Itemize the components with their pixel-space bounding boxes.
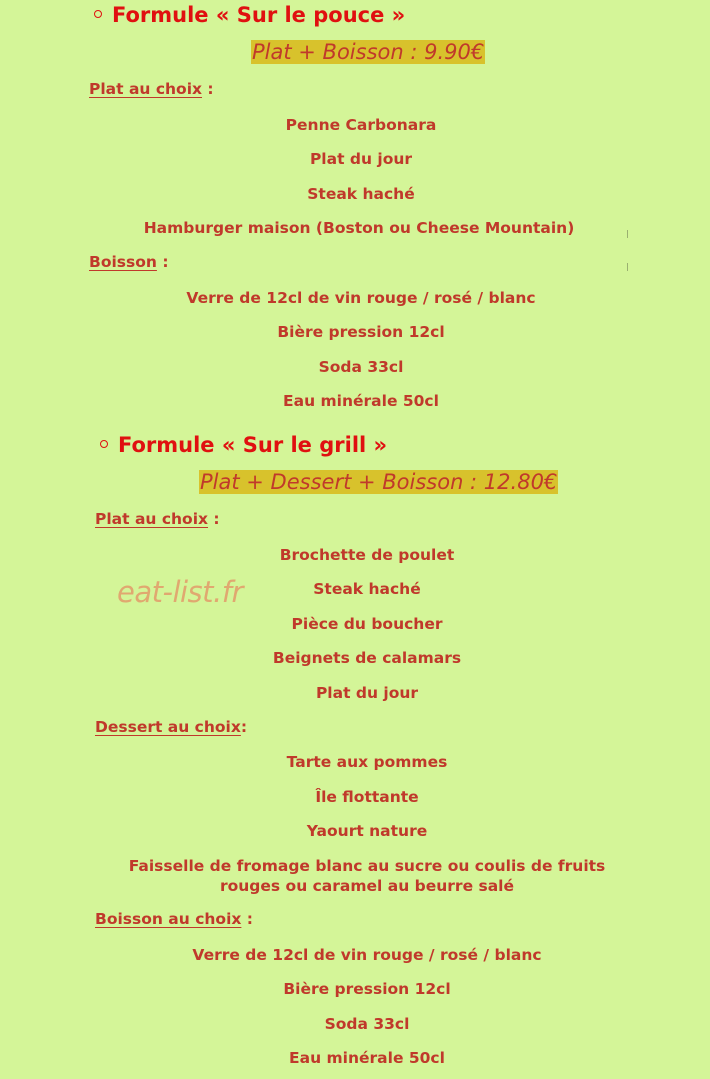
boisson-au-choix-label: Boisson au choix : [95, 910, 253, 928]
menu-item: Steak haché [313, 580, 421, 598]
divider-tick [627, 230, 628, 238]
menu-item: Soda 33cl [324, 1015, 410, 1033]
menu-item: Eau minérale 50cl [289, 1049, 445, 1067]
menu-item: Steak haché [307, 185, 415, 203]
menu-item: Yaourt nature [306, 822, 428, 840]
boisson-label: Boisson : [89, 253, 169, 271]
menu-item: Hamburger maison (Boston ou Cheese Mountain) [143, 219, 575, 237]
formule-sur-le-grill-heading: Formule « Sur le grill » [100, 433, 387, 457]
plat-au-choix-label: Plat au choix : [95, 510, 220, 528]
menu-item: Faisselle de fromage blanc au sucre ou coulis de fruits rouges ou caramel au beurre salé [128, 857, 606, 895]
menu-item: Bière pression 12cl [283, 980, 451, 998]
menu-item: Plat du jour [309, 150, 413, 168]
divider-tick [627, 263, 628, 271]
menu-item: Pièce du boucher [291, 615, 443, 633]
menu-item: Plat du jour [315, 684, 419, 702]
plat-au-choix-label: Plat au choix : [89, 80, 214, 98]
menu-item: Verre de 12cl de vin rouge / rosé / blanc [192, 946, 542, 964]
menu-item: Brochette de poulet [279, 546, 455, 564]
circle-bullet-icon [94, 10, 102, 18]
formule-sur-le-grill-price: Plat + Dessert + Boisson : 12.80€ [200, 470, 558, 494]
menu-item: Île flottante [315, 788, 419, 806]
menu-item: Soda 33cl [318, 358, 404, 376]
menu-item: Eau minérale 50cl [283, 392, 439, 410]
circle-bullet-icon [100, 440, 108, 448]
menu-item: Bière pression 12cl [277, 323, 445, 341]
dessert-au-choix-label: Dessert au choix: [95, 718, 248, 736]
menu-item: Verre de 12cl de vin rouge / rosé / blanc [186, 289, 536, 307]
menu-item: Tarte aux pommes [286, 753, 448, 771]
formule-sur-le-pouce-heading: Formule « Sur le pouce » [94, 3, 405, 27]
menu-item: Beignets de calamars [272, 649, 462, 667]
menu-item: Penne Carbonara [285, 116, 437, 134]
eat-list-watermark: eat-list.fr [117, 575, 243, 609]
formule-sur-le-pouce-price: Plat + Boisson : 9.90€ [252, 40, 485, 64]
